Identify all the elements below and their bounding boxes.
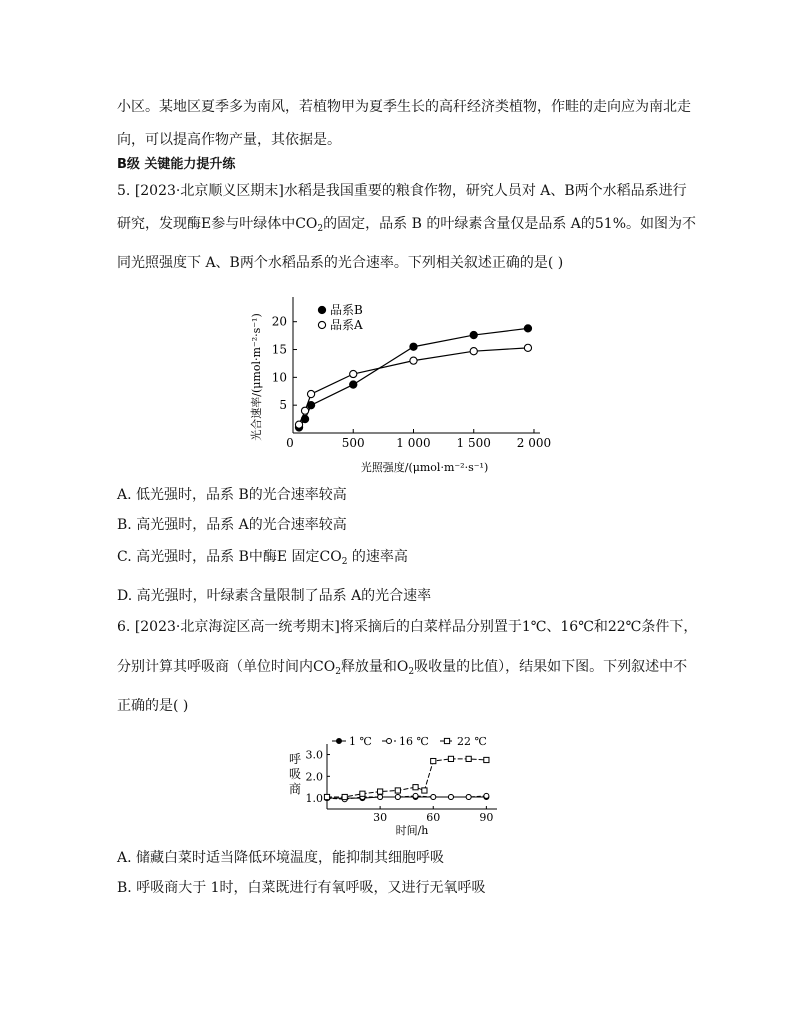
q6-text-1: 将采摘后的白菜样品分别置于1℃、16℃和22℃条件下， — [339, 619, 698, 635]
subscript: 2 — [408, 667, 415, 677]
y-tick-label: 5 — [279, 398, 287, 413]
x-tick-label: 1 000 — [396, 436, 431, 450]
q5-text-2a: 研究，发现酶E参与叶绿体中CO — [117, 216, 318, 232]
data-point-open — [301, 407, 308, 414]
data-point-open — [470, 348, 477, 355]
x-tick-label: 90 — [479, 811, 494, 824]
y-tick-label: 20 — [271, 314, 287, 329]
q5-option-c-text-2: 的速率高 — [347, 549, 408, 565]
series-line-1 — [327, 796, 486, 799]
data-point-circle — [431, 795, 436, 800]
data-point-open — [410, 357, 417, 364]
data-point-square — [448, 756, 453, 761]
legend-label: 22 ℃ — [457, 735, 487, 748]
x-tick-label: 0 — [286, 436, 294, 450]
q5-line-2 — [117, 214, 696, 234]
data-point-open — [350, 370, 357, 377]
q5-line-1 — [117, 181, 687, 201]
q6-line-3: 正确的是( ) — [117, 698, 189, 714]
q5-option-c — [117, 547, 408, 567]
respiratory-quotient-chart — [282, 730, 512, 838]
legend-marker — [444, 738, 449, 743]
section-heading-b: B级 关键能力提升练 — [117, 157, 236, 172]
q5-source: [2023·北京顺义区期末] — [134, 183, 284, 199]
x-tick-label: 1 500 — [456, 436, 491, 450]
y-tick-label: 10 — [271, 370, 287, 385]
data-point-square — [413, 785, 418, 790]
data-point-square — [422, 788, 427, 793]
subscript: 2 — [317, 224, 324, 234]
q6-number: 6. — [117, 619, 131, 635]
intro-line-2: 向，可以提高作物产量，其依据是。 — [117, 132, 341, 148]
photosynthesis-rate-chart — [248, 283, 558, 478]
legend-label: 品系A — [330, 318, 363, 332]
q5-text-1: 水稻是我国重要的粮食作物，研究人员对 A、B两个水稻品系进行 — [283, 183, 687, 199]
x-tick-label: 2 000 — [516, 436, 552, 450]
data-point-square — [324, 794, 329, 799]
q6-option-a: A. 储藏白菜时适当降低环境温度，能抑制其细胞呼吸 — [117, 850, 445, 866]
data-point-square — [395, 788, 400, 793]
q5-option-c-text: C. 高光强时，品系 B中酶E 固定CO — [117, 549, 342, 565]
y-tick-label: 2.0 — [305, 770, 323, 784]
y-axis-label-char: 商 — [288, 782, 302, 796]
data-point-filled — [470, 331, 477, 338]
x-tick-label: 60 — [426, 811, 441, 824]
data-point-open — [524, 344, 531, 351]
y-tick-label: 1.0 — [305, 792, 323, 806]
q6-text-2c: 吸收量的比值），结果如下图。下列叙述中不 — [414, 659, 688, 675]
data-point-circle — [413, 793, 418, 798]
series-line-2 — [327, 759, 486, 797]
y-axis-label-char: 呼 — [288, 752, 302, 766]
data-point-square — [466, 756, 471, 761]
data-point-square — [342, 794, 347, 799]
q5-number: 5. — [117, 183, 131, 199]
data-point-square — [431, 758, 436, 763]
data-point-open — [295, 421, 302, 428]
q5-option-d: D. 高光强时，叶绿素含量限制了品系 A的光合速率 — [117, 588, 432, 604]
x-axis-label: 时间/h — [395, 824, 429, 837]
q6-line-1 — [117, 617, 697, 637]
subscript: 2 — [341, 557, 348, 567]
y-tick-label: 3.0 — [305, 748, 323, 762]
intro-line-1: 小区。某地区夏季多为南风，若植物甲为夏季生长的高秆经济类植物，作畦的走向应为南北走 — [117, 99, 691, 115]
data-point-open — [307, 390, 314, 397]
data-point-circle — [378, 795, 383, 800]
data-point-square — [360, 791, 365, 796]
q6-text-2a: 分别计算其呼吸商（单位时间内CO — [117, 659, 336, 675]
legend-marker — [318, 321, 325, 328]
data-point-filled — [410, 343, 417, 350]
data-point-circle — [395, 795, 400, 800]
q5-option-b: B. 高光强时，品系 A的光合速率较高 — [117, 517, 347, 533]
subscript: 2 — [335, 667, 341, 677]
y-tick-label: 15 — [271, 342, 287, 357]
data-point-square — [484, 757, 489, 762]
legend-label: 品系B — [330, 303, 363, 317]
q6-option-b: B. 呼吸商大于 1时，白菜既进行有氧呼吸，又进行无氧呼吸 — [117, 880, 486, 896]
q6-line-2 — [117, 657, 687, 677]
data-point-circle — [448, 795, 453, 800]
q6-source: [2023·北京海淀区高一统考期末] — [134, 619, 340, 635]
data-point-square — [378, 789, 383, 794]
data-point-filled — [350, 381, 357, 388]
legend-marker — [387, 739, 392, 744]
legend-marker — [337, 739, 342, 744]
q5-option-a: A. 低光强时，品系 B的光合速率较高 — [117, 487, 347, 503]
x-tick-label: 500 — [341, 436, 365, 450]
y-axis-label-char: 吸 — [288, 767, 302, 781]
x-axis-label: 光照强度/(μmol·m⁻²·s⁻¹) — [360, 461, 489, 474]
x-tick-label: 30 — [373, 811, 388, 824]
legend-label: 1 ℃ — [349, 735, 372, 748]
data-point-circle — [466, 795, 471, 800]
y-axis-label: 光合速率/(μmol·m⁻²·s⁻¹) — [250, 313, 263, 441]
legend-marker — [318, 306, 325, 313]
data-point-filled — [524, 325, 531, 332]
data-point-circle — [484, 793, 489, 798]
legend-label: 16 ℃ — [399, 735, 429, 748]
q5-line-3: 同光照强度下 A、B两个水稻品系的光合速率。下列相关叙述正确的是( ) — [117, 255, 564, 271]
q6-text-2b: 释放量和O — [340, 659, 409, 675]
q5-text-2b: 的固定，品系 B 的叶绿素含量仅是品系 A的51%。如图为不 — [323, 216, 697, 232]
